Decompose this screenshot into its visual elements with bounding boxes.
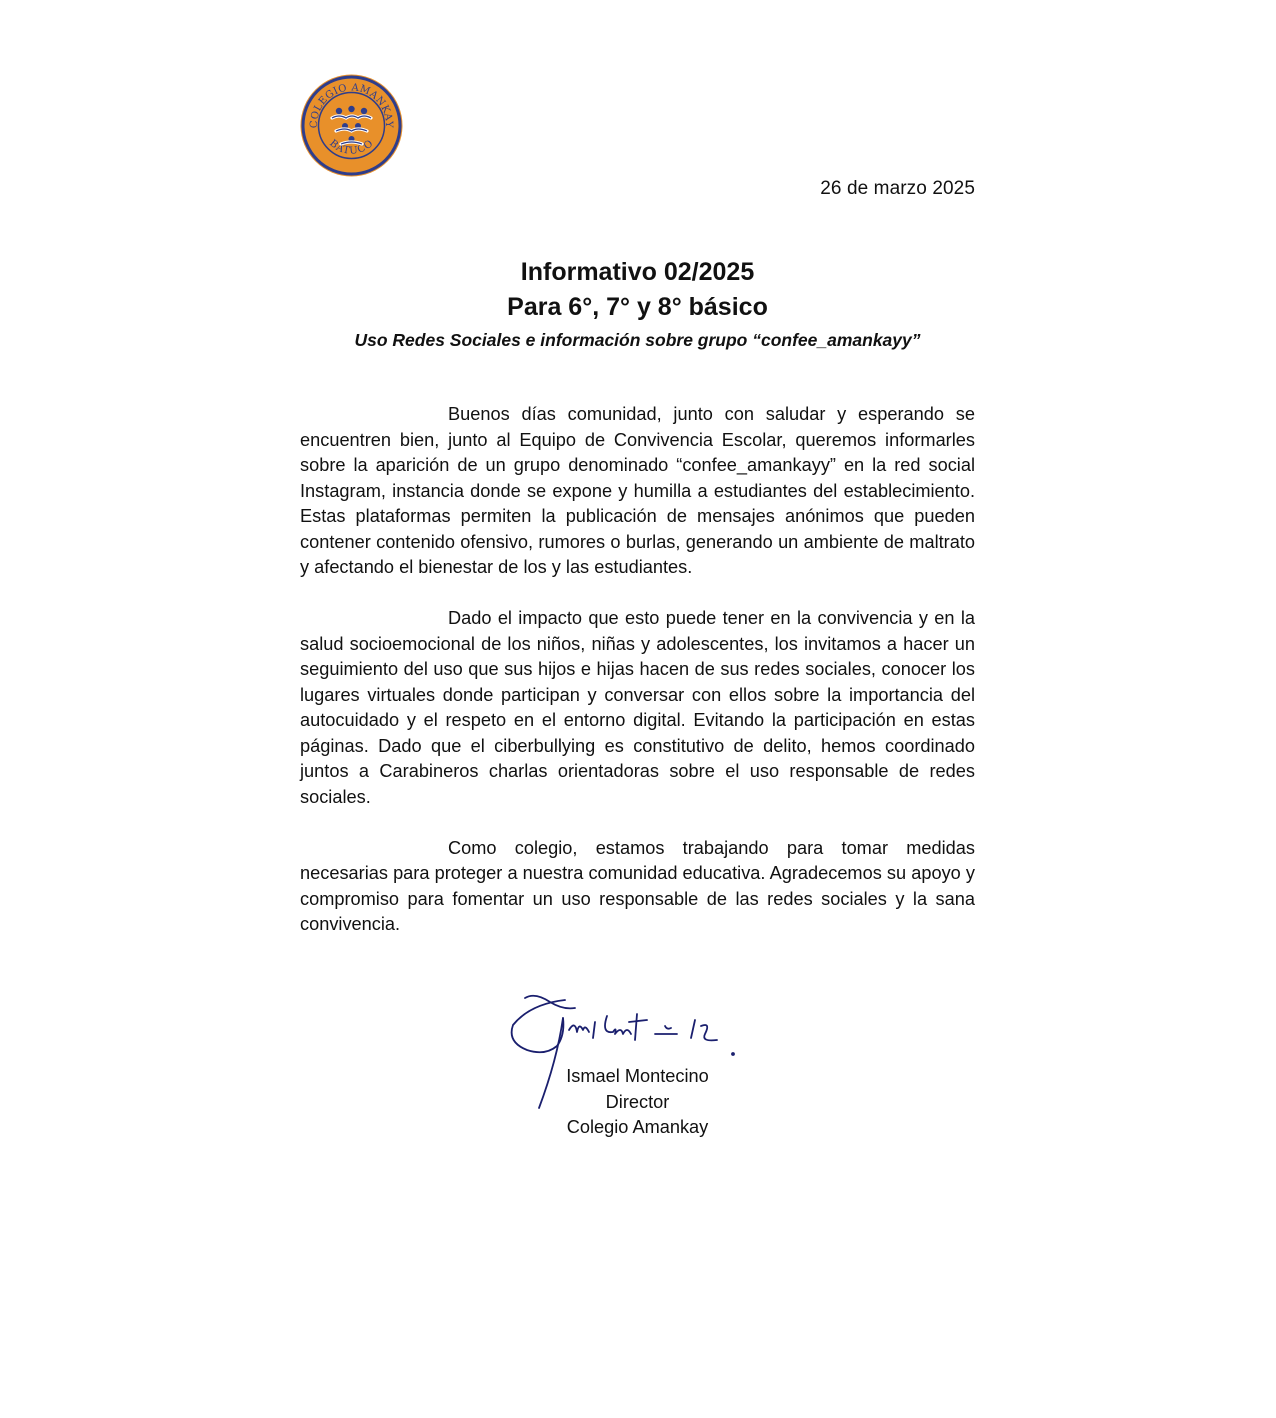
document-title-line-2: Para 6°, 7° y 8° básico: [507, 293, 768, 321]
signer-institution: Colegio Amankay: [566, 1117, 709, 1137]
signature-block: [500, 1064, 775, 1141]
body-paragraph-1: Buenos días comunidad, junto con saludar y esperando se encuentren bien, junto al Equipo de Convivencia Escolar, queremos informarles sobre la aparición de un grupo denominado “confee_amankayy” en la red social Instagram, instancia donde se expone y humilla a estudiantes del establecimiento. Estas plataformas permiten la publicación de mensajes anónimos que pueden contener contenido ofensivo, rumores o burlas, generando un ambiente de maltrato y afectando el bienestar de los y las estudiantes.: [300, 404, 975, 577]
svg-text:COLEGIO AMANKAY: COLEGIO AMANKAY: [308, 82, 395, 129]
school-logo: [299, 73, 404, 178]
document-title-line-1: Informativo 02/2025: [520, 258, 755, 286]
body-paragraph-2: Dado el impacto que esto puede tener en la convivencia y en la salud socioemocional de los niños, niñas y adolescentes, los invitamos a hacer un seguimiento del uso que sus hijos e hijas hacen de sus redes sociales, conocer los lugares virtuales donde participan y conversar con ellos sobre la importancia del autocuidado y el respeto en el entorno digital. Evitando la participación en estas páginas. Dado que el ciberbullying es constitutivo de delito, hemos coordinado juntos a Carabineros charlas orientadoras sobre el uso responsable de redes sociales.: [300, 608, 975, 807]
document-body: [300, 402, 975, 963]
document-date: 26 de marzo 2025: [820, 178, 975, 199]
signer-name: Ismael Montecino: [566, 1066, 709, 1086]
document-heading: [300, 255, 975, 353]
body-paragraph-3: Como colegio, estamos trabajando para tomar medidas necesarias para proteger a nuestra comunidad educativa. Agradecemos su apoyo y compromiso para fomentar un uso responsable de las redes sociales y la sana convivencia.: [300, 837, 975, 934]
signer-role: Director: [605, 1091, 670, 1112]
svg-text:BATUCO: BATUCO: [327, 137, 376, 157]
document-subtitle: Uso Redes Sociales e información sobre grupo “confee_amankayy”: [354, 330, 921, 350]
